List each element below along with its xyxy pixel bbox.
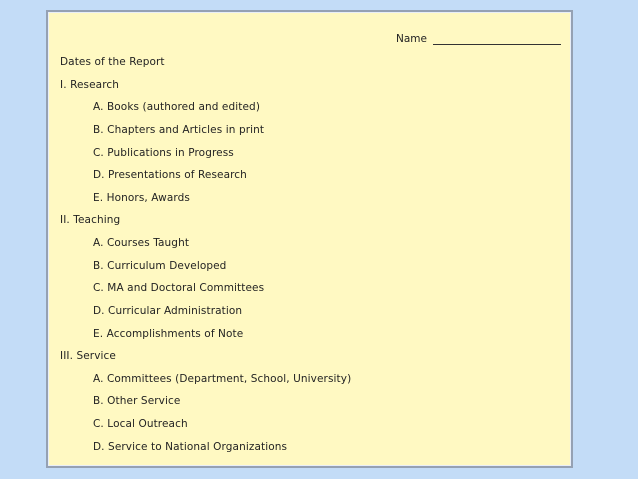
teaching-item: E. Accomplishments of Note <box>93 328 244 340</box>
teaching-item: A. Courses Taught <box>93 237 190 249</box>
research-item: A. Books (authored and edited) <box>93 101 261 113</box>
teaching-item: D. Curricular Administration <box>93 305 243 317</box>
section-heading-research: I. Research <box>60 79 120 91</box>
section-heading-service: III. Service <box>60 350 116 362</box>
research-item: D. Presentations of Research <box>93 169 247 181</box>
research-item: C. Publications in Progress <box>93 147 234 159</box>
teaching-item: C. MA and Doctoral Committees <box>93 282 265 294</box>
research-item: E. Honors, Awards <box>93 192 190 204</box>
name-blank-line <box>433 33 561 45</box>
teaching-item: B. Curriculum Developed <box>93 260 227 272</box>
name-label: Name <box>396 33 427 45</box>
service-item: C. Local Outreach <box>93 418 188 430</box>
dates-of-report: Dates of the Report <box>60 56 165 68</box>
name-field <box>396 33 561 45</box>
section-heading-teaching: II. Teaching <box>60 214 121 226</box>
service-item: D. Service to National Organizations <box>93 441 288 453</box>
report-form <box>46 10 573 468</box>
research-item: B. Chapters and Articles in print <box>93 124 265 136</box>
service-item: A. Committees (Department, School, University) <box>93 373 352 385</box>
service-item: B. Other Service <box>93 395 181 407</box>
